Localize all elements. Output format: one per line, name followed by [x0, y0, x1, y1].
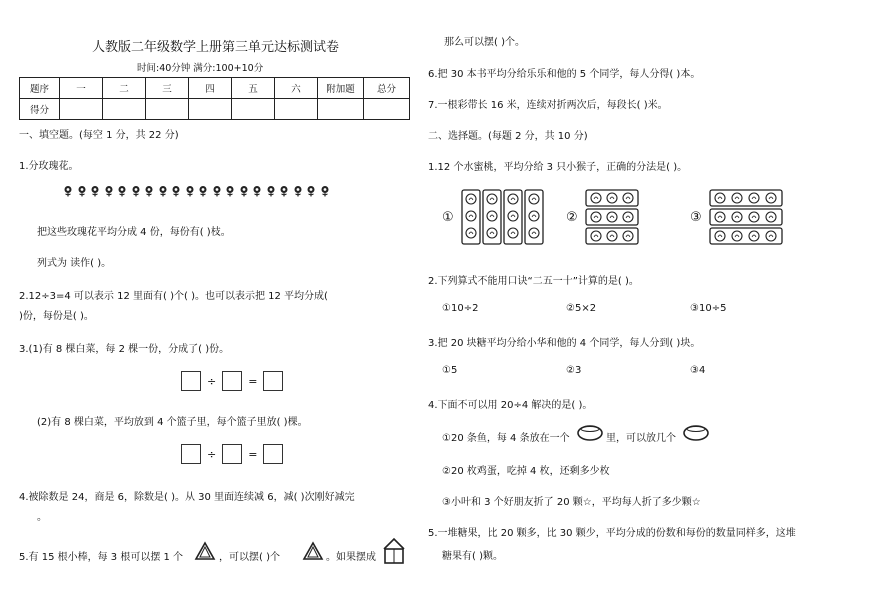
peach-icon	[591, 212, 601, 222]
group-frame	[710, 190, 782, 206]
section-2-heading: 二、选择题。(每题 2 分，共 10 分)	[428, 131, 588, 142]
option-2-3-a[interactable]: ①5	[442, 365, 458, 376]
peach-mark	[490, 198, 494, 200]
rose-icon	[143, 185, 155, 197]
option-2-4-a-part2: 里，可以放几个	[606, 433, 676, 444]
group-frame	[586, 209, 638, 225]
score-table-header-row	[20, 78, 410, 99]
peach-icon	[591, 231, 601, 241]
table-header-cell: 三	[146, 78, 189, 99]
question-1-3-line2: (2)有 8 棵白菜，平均放到 4 个篮子里，每个篮子里放( )棵。	[37, 417, 308, 428]
score-cell[interactable]	[318, 99, 364, 120]
answer-box[interactable]	[222, 444, 242, 464]
peach-mark	[769, 235, 773, 237]
peach-icon	[732, 193, 742, 203]
rose-icon	[319, 185, 331, 197]
peach-group-icon	[708, 188, 798, 246]
table-header-cell: 五	[232, 78, 275, 99]
rose-icon	[305, 185, 317, 197]
group-frame	[586, 190, 638, 206]
question-1-1-line1: 把这些玫瑰花平均分成 4 份，每份有( )枝。	[37, 227, 231, 238]
group-frame	[710, 228, 782, 244]
peach-icon	[766, 231, 776, 241]
option-2-4-a-part1[interactable]: ①20 条鱼，每 4 条放在一个	[442, 433, 570, 444]
peach-icon	[487, 194, 497, 204]
peach-icon	[749, 231, 759, 241]
peach-icon	[732, 212, 742, 222]
score-cell[interactable]	[232, 99, 275, 120]
table-header-cell: 四	[189, 78, 232, 99]
option-2-3-c[interactable]: ③4	[690, 365, 706, 376]
answer-box[interactable]	[222, 371, 242, 391]
peach-mark	[718, 216, 722, 218]
score-cell[interactable]	[364, 99, 410, 120]
peach-icon	[529, 228, 539, 238]
equation-boxes-1	[181, 371, 283, 391]
peach-mark	[532, 198, 536, 200]
peach-icon	[749, 212, 759, 222]
table-header-cell: 题序	[20, 78, 60, 99]
question-1-7: 7.一根彩带长 16 米，连续对折两次后，每段长( )米。	[428, 100, 668, 111]
table-header-cell: 一	[60, 78, 103, 99]
peach-mark	[469, 198, 473, 200]
divide-sign: ÷	[207, 447, 217, 461]
house-shape-icon	[381, 537, 407, 565]
peach-icon	[508, 228, 518, 238]
option-2-image[interactable]	[566, 188, 654, 246]
peach-icon	[766, 212, 776, 222]
peach-mark	[735, 197, 739, 199]
peach-mark	[469, 215, 473, 217]
option-2-2-a[interactable]: ①10÷2	[442, 303, 479, 314]
question-2-5-line1: 5.一堆糖果，比 20 颗多，比 30 颗少，平均分成的份数和每份的数量同样多，这堆	[428, 528, 796, 539]
question-1-5-part-a: 5.有 15 根小棒，每 3 根可以摆 1 个	[19, 552, 184, 563]
peach-icon	[623, 212, 633, 222]
answer-box[interactable]	[263, 444, 283, 464]
peach-group-icon	[584, 188, 654, 246]
score-table-row	[20, 99, 410, 120]
question-1-5-part-c: 。如果摆成	[326, 552, 376, 563]
option-1-image[interactable]	[442, 188, 550, 246]
rose-icon	[157, 185, 169, 197]
question-1-1-line2: 列式为 读作( )。	[37, 258, 112, 269]
rose-icon	[238, 185, 250, 197]
peach-icon	[529, 194, 539, 204]
option-2-2-b[interactable]: ②5×2	[566, 303, 597, 314]
option-2-2-c[interactable]: ③10÷5	[690, 303, 727, 314]
peach-mark	[718, 235, 722, 237]
rose-icon	[130, 185, 142, 197]
peach-icon	[591, 193, 601, 203]
question-1-2-line1: 2.12÷3=4 可以表示 12 里面有( )个( )。也可以表示把 12 平均分成(	[19, 291, 328, 302]
peach-mark	[594, 216, 598, 218]
question-2-5-line2: 糖果有( )颗。	[442, 551, 503, 562]
answer-box[interactable]	[181, 444, 201, 464]
peach-mark	[610, 197, 614, 199]
peach-icon	[623, 193, 633, 203]
triangle-icon	[194, 541, 216, 561]
option-1-label: ①	[442, 209, 454, 225]
rose-icon	[89, 185, 101, 197]
group-frame	[710, 209, 782, 225]
rose-icon	[170, 185, 182, 197]
answer-box[interactable]	[181, 371, 201, 391]
question-2-1: 1.12 个水蜜桃，平均分给 3 只小猴子，正确的分法是( )。	[428, 162, 688, 173]
peach-mark	[626, 197, 630, 199]
peach-mark	[490, 232, 494, 234]
rose-icon	[224, 185, 236, 197]
peach-icon	[487, 211, 497, 221]
option-2-4-c[interactable]: ③小叶和 3 个好朋友折了 20 颗☆，平均每人折了多少颗☆	[442, 497, 701, 508]
equals-sign: =	[248, 447, 258, 461]
rose-icon	[116, 185, 128, 197]
peach-mark	[511, 232, 515, 234]
peach-icon	[607, 231, 617, 241]
rose-icon	[251, 185, 263, 197]
rose-row	[62, 185, 331, 197]
rose-icon	[76, 185, 88, 197]
table-header-cell: 二	[103, 78, 146, 99]
peach-icon	[529, 211, 539, 221]
peach-mark	[769, 216, 773, 218]
divide-sign: ÷	[207, 374, 217, 388]
rose-icon	[292, 185, 304, 197]
option-3-image[interactable]	[690, 188, 798, 246]
fish-tank-icon	[576, 424, 604, 442]
question-1-6: 6.把 30 本书平均分给乐乐和他的 5 个同学，每人分得( )本。	[428, 69, 701, 80]
rose-icon	[211, 185, 223, 197]
table-row-label: 得分	[20, 99, 60, 120]
peach-icon	[466, 228, 476, 238]
exam-info: 时间:40分钟 满分:100+10分	[137, 63, 264, 74]
peach-icon	[466, 211, 476, 221]
peach-mark	[626, 235, 630, 237]
peach-mark	[594, 235, 598, 237]
peach-icon	[508, 194, 518, 204]
peach-mark	[752, 235, 756, 237]
score-cell[interactable]	[189, 99, 232, 120]
rose-icon	[103, 185, 115, 197]
score-cell[interactable]	[103, 99, 146, 120]
question-1-5-continued: 那么可以摆( )个。	[444, 37, 525, 48]
peach-mark	[511, 215, 515, 217]
question-2-3: 3.把 20 块糖平均分给小华和他的 4 个同学，每人分到( )块。	[428, 338, 701, 349]
question-1-1: 1.分玫瑰花。	[19, 161, 79, 172]
peach-mark	[594, 197, 598, 199]
peach-mark	[532, 232, 536, 234]
question-1-3-line1: 3.(1)有 8 棵白菜，每 2 棵一份，分成了( )份。	[19, 344, 230, 355]
question-2-2: 2.下列算式不能用口诀“二五一十”计算的是( )。	[428, 276, 639, 287]
rose-icon	[265, 185, 277, 197]
peach-icon	[715, 212, 725, 222]
section-1-heading: 一、填空题。(每空 1 分，共 22 分)	[19, 130, 179, 141]
question-1-4-line2: 。	[37, 512, 47, 523]
peach-icon	[732, 231, 742, 241]
table-header-cell: 总分	[364, 78, 410, 99]
peach-mark	[490, 215, 494, 217]
peach-mark	[752, 197, 756, 199]
table-header-cell: 附加题	[318, 78, 364, 99]
peach-mark	[626, 216, 630, 218]
peach-icon	[715, 193, 725, 203]
score-cell[interactable]	[60, 99, 103, 120]
peach-icon	[715, 231, 725, 241]
peach-mark	[610, 235, 614, 237]
rose-icon	[278, 185, 290, 197]
peach-icon	[623, 231, 633, 241]
question-1-5-part-b: ，可以摆( )个	[219, 552, 280, 563]
peach-icon	[508, 211, 518, 221]
page-title: 人教版二年级数学上册第三单元达标测试卷	[92, 40, 340, 55]
peach-mark	[735, 235, 739, 237]
peach-icon	[607, 193, 617, 203]
option-2-4-b[interactable]: ②20 枚鸡蛋，吃掉 4 枚，还剩多少枚	[442, 466, 610, 477]
rose-icon	[197, 185, 209, 197]
score-cell[interactable]	[275, 99, 318, 120]
peach-group-icon	[460, 188, 550, 246]
group-frame	[586, 228, 638, 244]
question-2-4: 4.下面不可以用 20÷4 解决的是( )。	[428, 400, 593, 411]
question-1-4-line1: 4.被除数是 24，商是 6，除数是( )。从 30 里面连续减 6，减( )次刚好减完	[19, 492, 355, 503]
peach-mark	[532, 215, 536, 217]
equals-sign: =	[248, 374, 258, 388]
rose-icon	[62, 185, 74, 197]
peach-icon	[466, 194, 476, 204]
rose-icon	[184, 185, 196, 197]
peach-mark	[469, 232, 473, 234]
peach-mark	[735, 216, 739, 218]
peach-mark	[511, 198, 515, 200]
table-header-cell: 六	[275, 78, 318, 99]
option-2-label: ②	[566, 209, 578, 225]
option-3-label: ③	[690, 209, 702, 225]
peach-mark	[752, 216, 756, 218]
peach-icon	[766, 193, 776, 203]
answer-box[interactable]	[263, 371, 283, 391]
peach-mark	[769, 197, 773, 199]
score-table	[19, 77, 410, 120]
score-cell[interactable]	[146, 99, 189, 120]
fish-tank-icon	[682, 424, 710, 442]
peach-icon	[607, 212, 617, 222]
equation-boxes-2	[181, 444, 283, 464]
peach-icon	[749, 193, 759, 203]
peach-icon	[487, 228, 497, 238]
option-2-3-b[interactable]: ②3	[566, 365, 582, 376]
peach-mark	[718, 197, 722, 199]
triangle-icon	[302, 541, 324, 561]
peach-mark	[610, 216, 614, 218]
question-1-2-line2: )份，每份是( )。	[19, 311, 94, 322]
